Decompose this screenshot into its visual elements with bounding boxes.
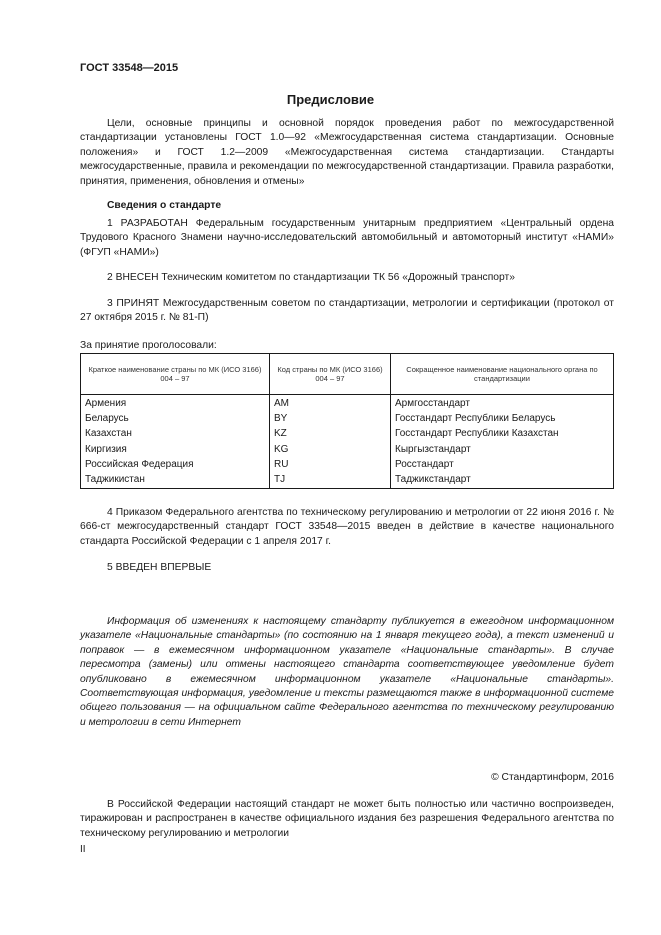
- country-code: BY: [270, 411, 391, 426]
- document-code: ГОСТ 33548—2015: [80, 62, 179, 74]
- country-name: Российская Федерация: [81, 457, 270, 472]
- table-row: [81, 442, 614, 457]
- column-header: Код страны по МК (ИСО 3166) 004 – 97: [270, 354, 391, 395]
- country-code: AM: [270, 395, 391, 412]
- info-note: Информация об изменениях к настоящему стандарту публикуется в ежегодном информационном указателе «Национальные стандарты» (по состоянию на 1 января текущего года), а текст изменений и поправок — в ежемесячном информационном указателе «Национальные стандарты». В случае пересмотра (замены) или отмены настоящего стандарта соответствующее уведомление будет опубликовано в ежемесячном информационном указателе «Национальные стандарты». Соответствующая информация, уведомление и тексты размещаются также в информационной системе общего пользования — на официальном сайте Федерального агентства по техническому регулированию и метрологии в сети Интернет: [80, 616, 614, 728]
- item-developed: 1 РАЗРАБОТАН Федеральным государственным унитарным предприятием «Центральный ордена Трудового Красного Знамени научно-исследовательский автомобильный и автомоторный институт «НАМИ» (ФГУП «НАМИ»): [80, 218, 614, 258]
- item-adopted: 3 ПРИНЯТ Межгосударственным советом по стандартизации, метрологии и сертификации (протокол от 27 октября 2015 г. № 81-П): [80, 298, 614, 324]
- country-code: KZ: [270, 427, 391, 442]
- section-title: Сведения о стандарте: [107, 200, 222, 211]
- standards-body: Госстандарт Республики Казахстан: [391, 427, 614, 442]
- country-code: RU: [270, 457, 391, 472]
- rights-note: В Российской Федерации настоящий стандарт не может быть полностью или частично воспроизведен, тиражирован и распространен в качестве официального издания без разрешения Федерального агентства по техническому регулированию и метрологии: [80, 799, 614, 839]
- item-first-introduced: 5 ВВЕДЕН ВПЕРВЫЕ: [107, 562, 212, 573]
- table-row: [81, 457, 614, 472]
- country-name: Таджикистан: [81, 472, 270, 488]
- voting-table: [80, 353, 614, 489]
- country-code: KG: [270, 442, 391, 457]
- item-enacted: 4 Приказом Федерального агентства по техническому регулированию и метрологии от 22 июня 2016 г. № 666-ст межгосударственный стандарт ГОСТ 33548—2015 введен в действие в качестве национального стандарта Российской Федерации с 1 апреля 2017 г.: [80, 507, 614, 547]
- item-submitted: 2 ВНЕСЕН Техническим комитетом по стандартизации ТК 56 «Дорожный транспорт»: [107, 272, 515, 283]
- column-header: Сокращенное наименование национального органа по стандартизации: [391, 354, 614, 395]
- standards-body: Росстандарт: [391, 457, 614, 472]
- standards-body: Армгосстандарт: [391, 395, 614, 412]
- page-title: Предисловие: [286, 92, 375, 107]
- copyright: © Стандартинформ, 2016: [491, 772, 614, 783]
- table-row: [81, 472, 614, 488]
- intro-paragraph: Цели, основные принципы и основной порядок проведения работ по межгосударственной стандартизации установлены ГОСТ 1.0—92 «Межгосударственная система стандартизации. Основные положения» и ГОСТ 1.2—2009 «Межгосударственная система стандартизации. Стандарты межгосударственные, правила и рекомендации по межгосударственной стандартизации. Правила разработки, принятия, применения, обновления и отмены»: [80, 118, 614, 187]
- country-name: Беларусь: [81, 411, 270, 426]
- column-header: Краткое наименование страны по МК (ИСО 3166) 004 – 97: [81, 354, 270, 395]
- country-name: Армения: [81, 395, 270, 412]
- vote-label: За принятие проголосовали:: [80, 340, 217, 351]
- country-name: Казахстан: [81, 427, 270, 442]
- standards-body: Таджикстандарт: [391, 472, 614, 488]
- table-row: [81, 427, 614, 442]
- table-row: [81, 411, 614, 426]
- page-number: II: [80, 844, 86, 855]
- table-header-row: [81, 354, 614, 395]
- table-row: [81, 395, 614, 412]
- country-code: TJ: [270, 472, 391, 488]
- standards-body: Кыргызстандарт: [391, 442, 614, 457]
- standards-body: Госстандарт Республики Беларусь: [391, 411, 614, 426]
- country-name: Киргизия: [81, 442, 270, 457]
